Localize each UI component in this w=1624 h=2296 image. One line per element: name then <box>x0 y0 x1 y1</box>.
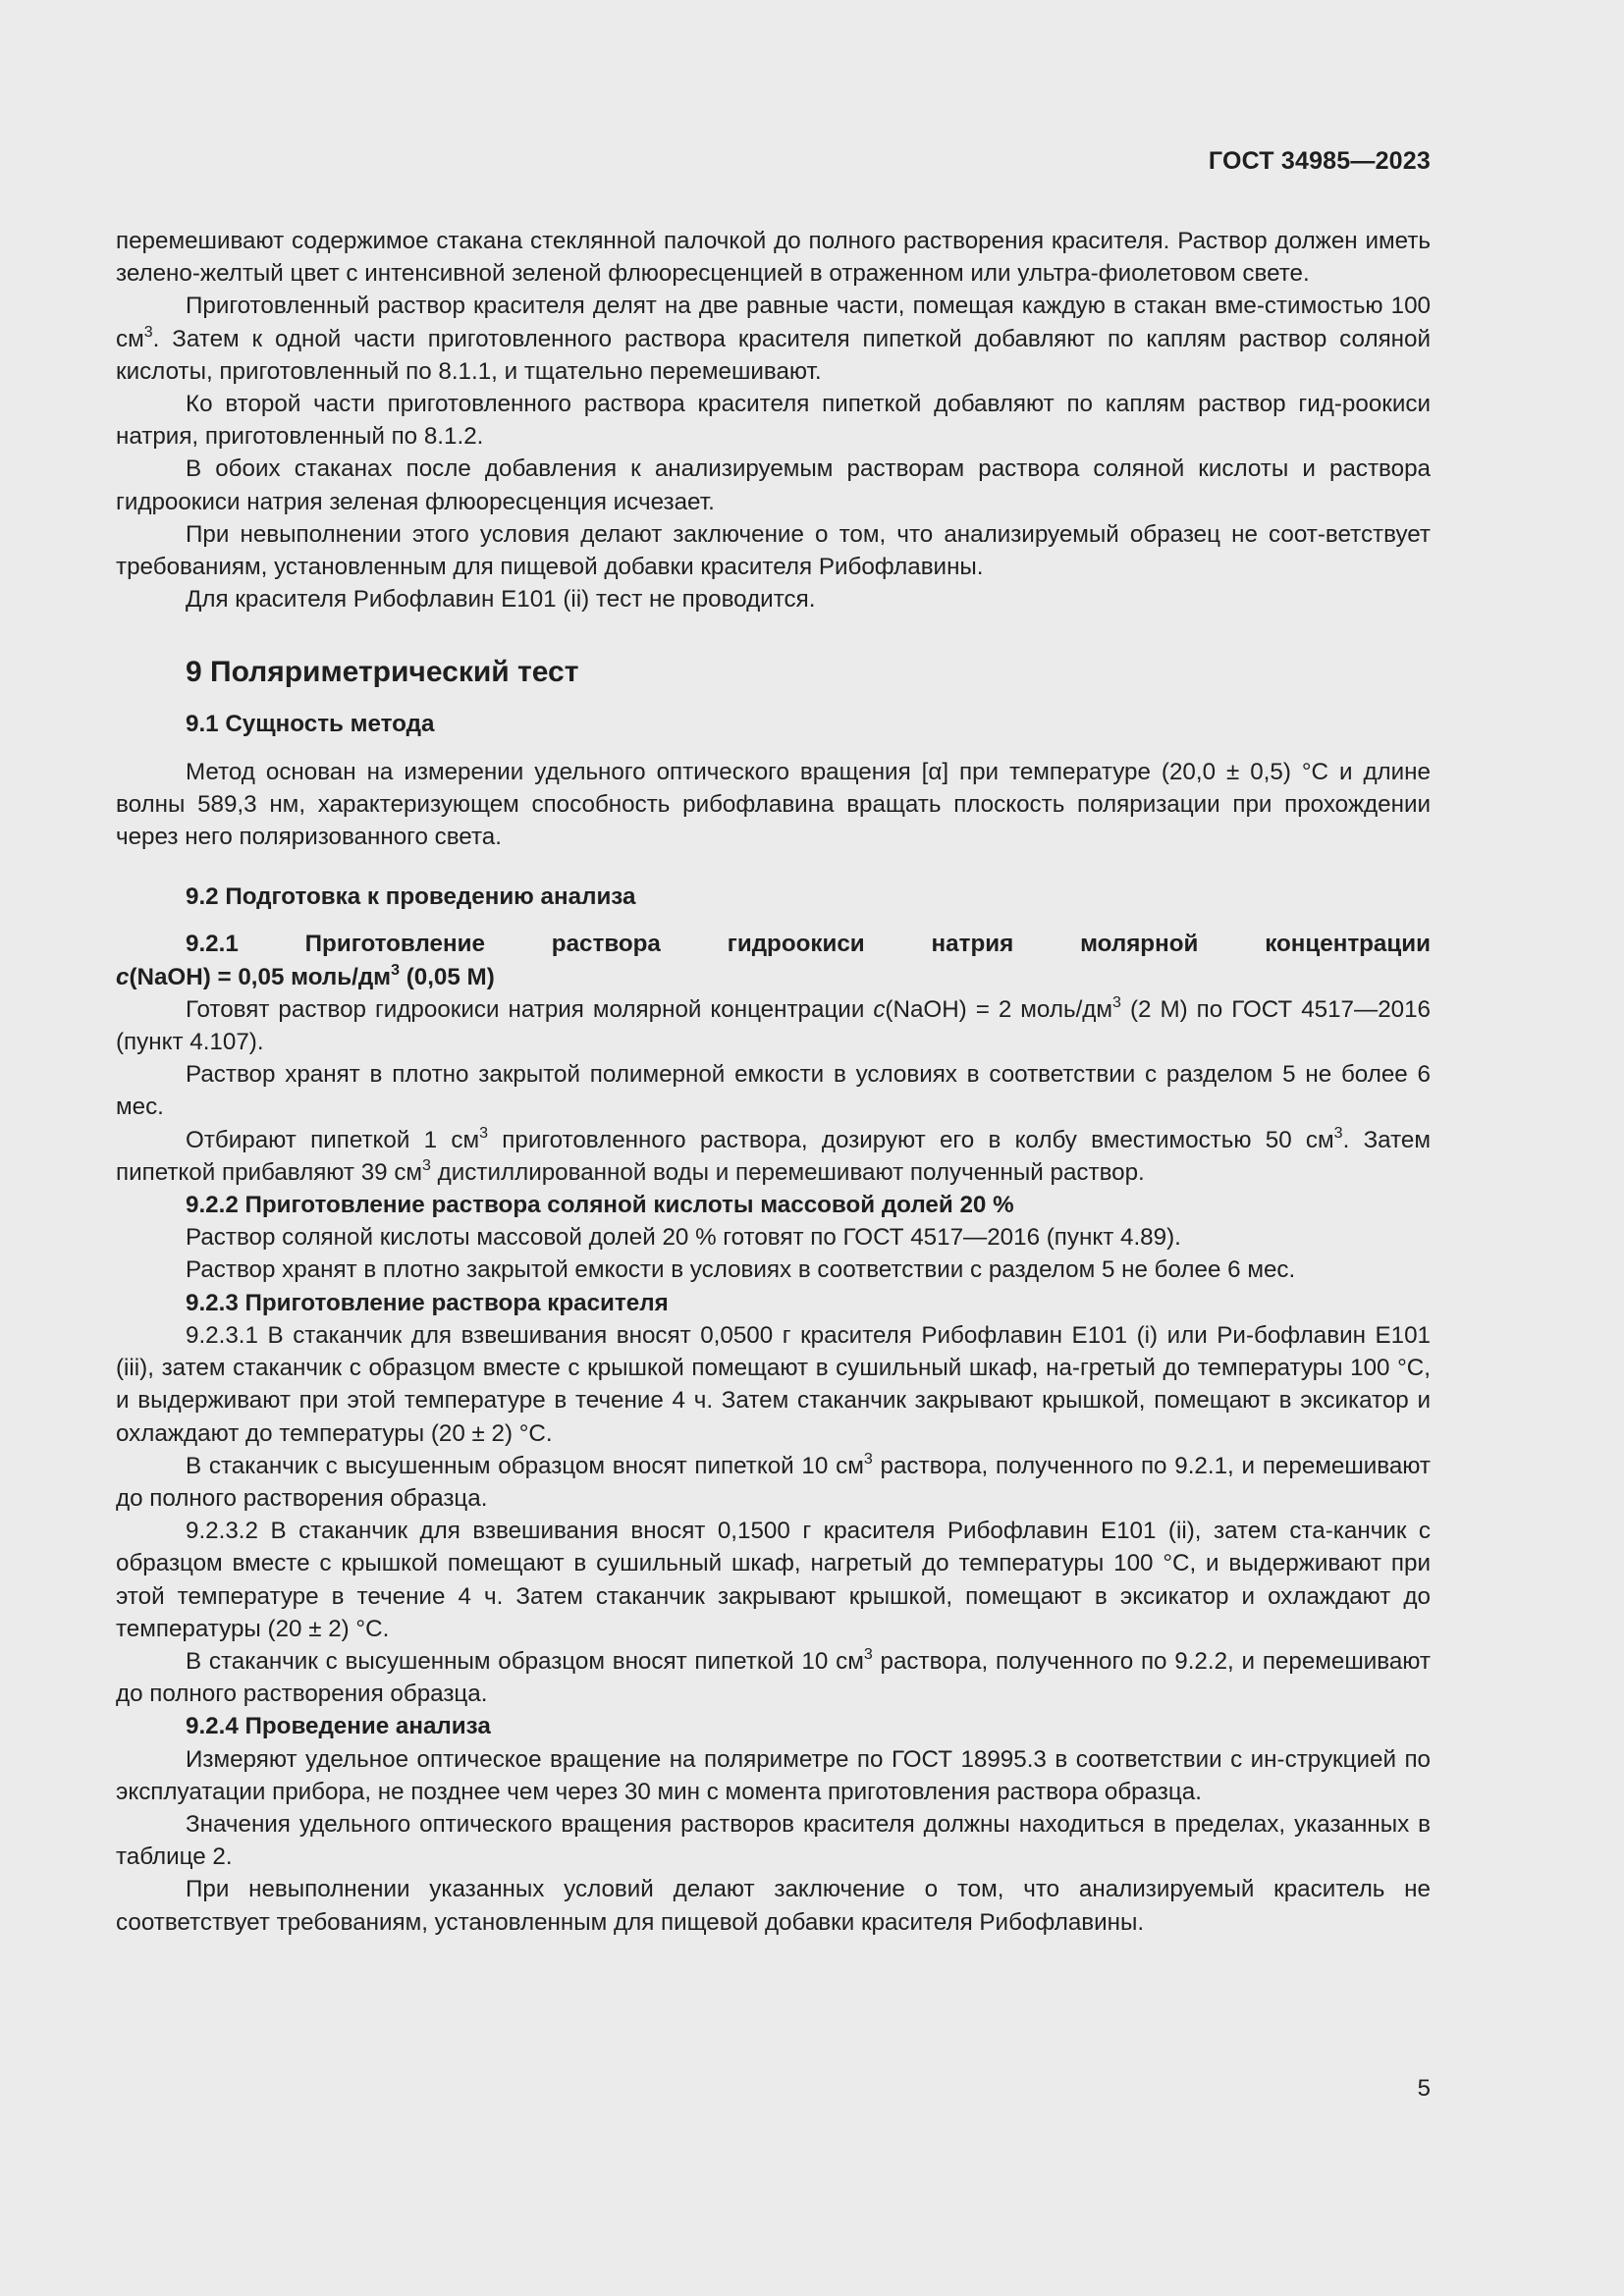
document-body <box>116 225 1431 1939</box>
subsection-heading-9-2-2: 9.2.2 Приготовление раствора соляной кислоты массовой долей 20 % <box>186 1192 1014 1219</box>
subsection-heading-9-1: 9.1 Сущность метода <box>186 711 435 738</box>
section-heading-9: 9 Поляриметрический тест <box>186 656 579 689</box>
subsection-heading-9-2-3: 9.2.3 Приготовление раствора красителя <box>186 1289 669 1316</box>
paragraph: В стаканчик с высушенным образцом вносят пипеткой 10 $см^3$ раствора, полученного по 9.2.2, и перемешивают до полного растворения образца. <box>116 1645 1431 1708</box>
subsection-heading-9-2-1-cont: с(NaOH) = 0,05 моль/$дм^3$ (0,05 М) <box>116 961 495 990</box>
subsection-heading-9-2-4: 9.2.4 Проведение анализа <box>186 1713 491 1740</box>
paragraph: Для красителя Рибофлавин Е101 (ii) тест не проводится. <box>186 586 816 614</box>
paragraph: В обоих стаканах после добавления к анализируемым растворам раствора соляной кислоты и раствора гидроокиси натрия зеленая флюоресценция исчезает. <box>116 455 1431 515</box>
paragraph: Ко второй части приготовленного раствора красителя пипеткой добавляют по каплям раствор гид-роокиси натрия, приготовленный по 8.1.2. <box>116 391 1431 451</box>
paragraph: При невыполнении указанных условий делают заключение о том, что анализируемый краситель не соответствует требованиям, установленным для пищевой добавки красителя Рибофлавины. <box>116 1876 1431 1936</box>
page-header: ГОСТ 34985—2023 <box>1208 147 1431 175</box>
paragraph: Раствор соляной кислоты массовой долей 20 % готовят по ГОСТ 4517—2016 (пункт 4.89). <box>186 1224 1181 1252</box>
subsection-heading-9-2-1: 9.2.1 Приготовление раствора гидроокиси натрия молярной концентрации <box>186 931 1431 958</box>
paragraph: Приготовленный раствор красителя делят на две равные части, помещая каждую в стакан вме-стимостью 100 $см^3$. Затем к одной части приготовленного раствора красителя пипеткой добавляют по каплям раствор соляной кислоты, приготовленный по 8.1.1, и тщательно перемешивают. <box>116 293 1431 385</box>
paragraph: перемешивают содержимое стакана стеклянной палочкой до полного растворения красителя. Раствор должен иметь зелено-желтый цвет с интенсивной зеленой флюоресценцией в отраженном или ультра-фиолетовом свете. <box>116 228 1431 288</box>
paragraph: При невыполнении этого условия делают заключение о том, что анализируемый образец не соот-ветствует требованиям, установленным для пищевой добавки красителя Рибофлавины. <box>116 520 1431 581</box>
page-number: 5 <box>1417 2075 1431 2102</box>
paragraph: Метод основан на измерении удельного оптического вращения [α] при температуре (20,0 ± 0,5) °С и длине волны 589,3 нм, характеризующем способность рибофлавина вращать плоскость поляризации при прохождении через него поляризованного света. <box>116 758 1431 851</box>
paragraph: В стаканчик с высушенным образцом вносят пипеткой 10 $см^3$ раствора, полученного по 9.2.1, и перемешивают до полного растворения образца. <box>116 1450 1431 1512</box>
paragraph: Отбирают пипеткой 1 $см^3$ приготовленного раствора, дозируют его в колбу вместимостью 50 $см^3$. Затем пипеткой прибавляют 39 $см^3$ дистиллированной воды и перемешивают полученный раствор. <box>116 1124 1431 1186</box>
paragraph: 9.2.3.1 В стаканчик для взвешивания вносят 0,0500 г красителя Рибофлавин Е101 (i) или Ри-бофлавин Е101 (iii), затем стаканчик с образцом вместе с крышкой помещают в сушильный шкаф, на-гретый до температуры 100 °С, и выдерживают при этой температуре в течение 4 ч. Затем стаканчик закрывают крышкой, помещают в эксикатор и охлаждают до температуры (20 ± 2) °С. <box>116 1321 1431 1447</box>
paragraph: Раствор хранят в плотно закрытой полимерной емкости в условиях в соответствии с разделом 5 не более 6 мес. <box>116 1061 1431 1121</box>
paragraph: Раствор хранят в плотно закрытой емкости в условиях в соответствии с разделом 5 не более 6 мес. <box>186 1256 1296 1284</box>
paragraph: Измеряют удельное оптическое вращение на поляриметре по ГОСТ 18995.3 в соответствии с ин-струкцией по эксплуатации прибора, не позднее чем через 30 мин с момента приготовления раствора образца. <box>116 1745 1431 1805</box>
paragraph: 9.2.3.2 В стаканчик для взвешивания вносят 0,1500 г красителя Рибофлавин Е101 (ii), затем ста-канчик с образцом вместе с крышкой помещают в сушильный шкаф, нагретый до температуры 100 °С, и выдерживают при этой температуре в течение 4 ч. Затем стаканчик закрывают крышкой, помещают в эксикатор и охлаждают до температуры (20 ± 2) °С. <box>116 1518 1431 1642</box>
paragraph: Готовят раствор гидроокиси натрия молярной концентрации с(NaOH) = 2 моль/$дм^3$ (2 М) по ГОСТ 4517—2016 (пункт 4.107). <box>116 993 1432 1056</box>
subsection-heading-9-2: 9.2 Подготовка к проведению анализа <box>186 883 636 911</box>
paragraph: Значения удельного оптического вращения растворов красителя должны находиться в пределах, указанных в таблице 2. <box>116 1810 1431 1871</box>
